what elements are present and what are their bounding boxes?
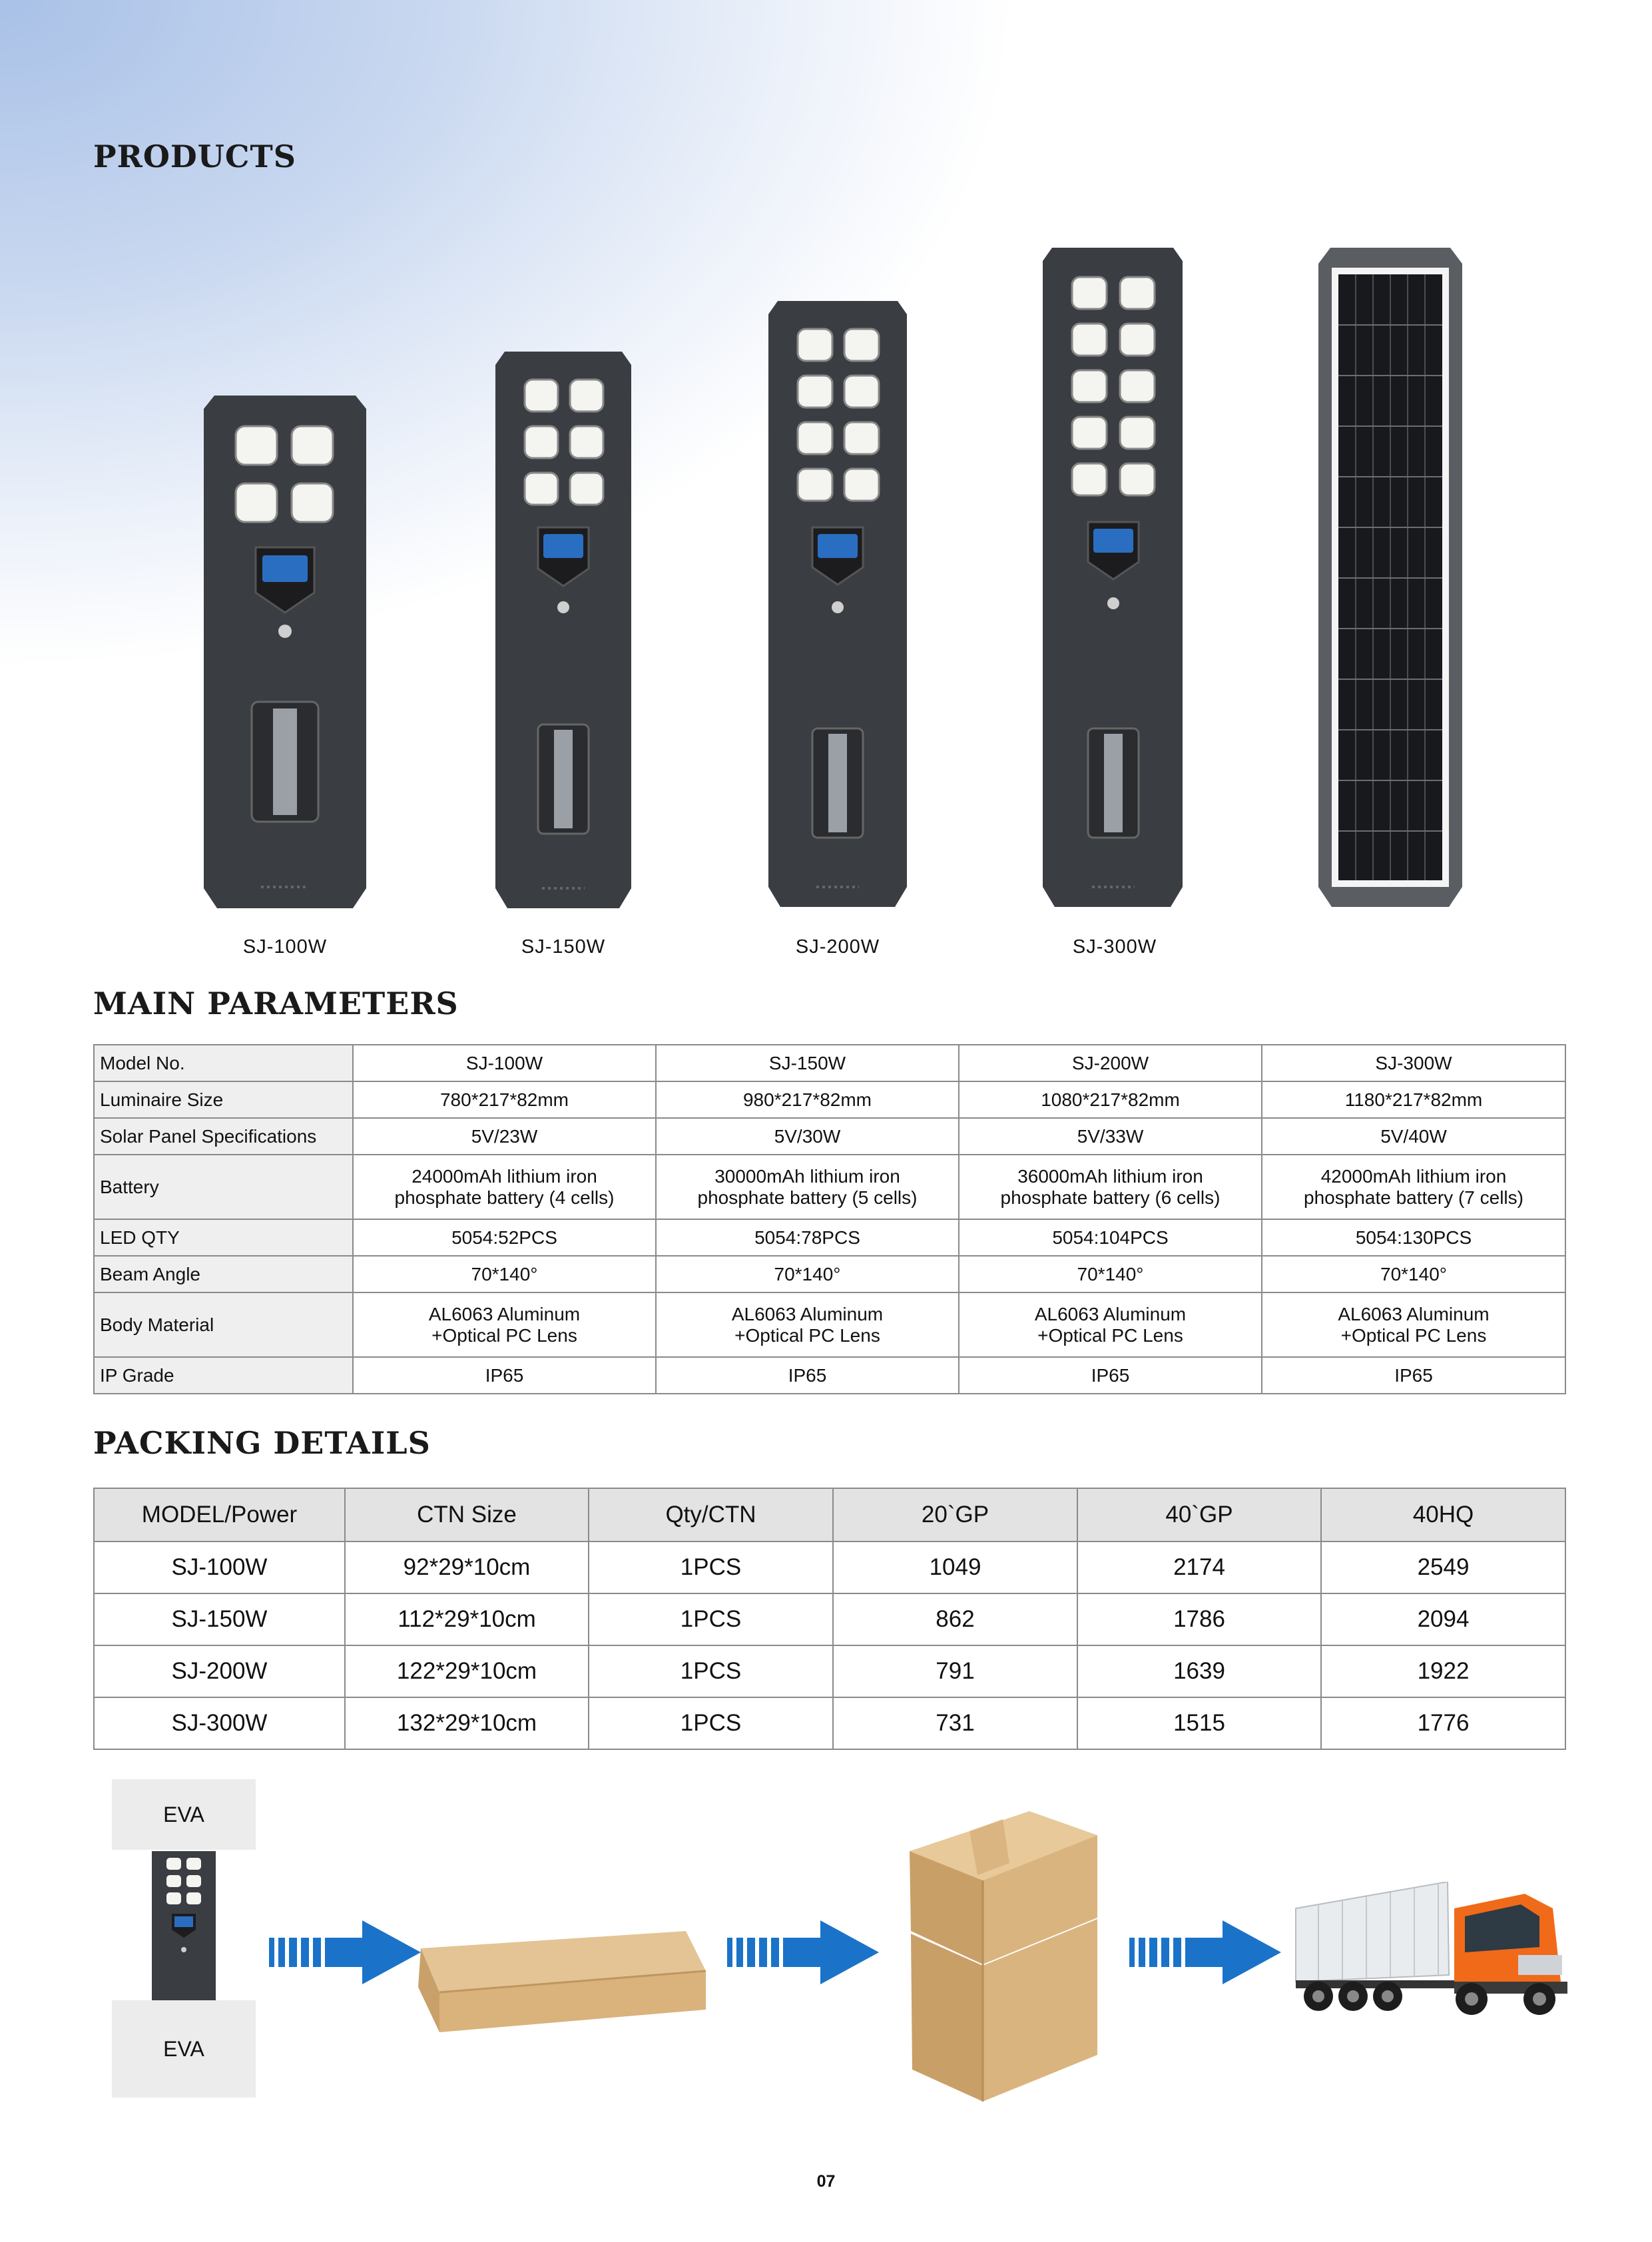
model-label-2: SJ-150W bbox=[521, 936, 606, 958]
arrow-right-icon bbox=[269, 1920, 421, 1984]
products-heading: PRODUCTS bbox=[93, 139, 296, 174]
row-label: LED QTY bbox=[94, 1219, 353, 1256]
cell-line: +Optical PC Lens bbox=[431, 1324, 577, 1346]
cell-line: +Optical PC Lens bbox=[734, 1324, 880, 1346]
table-row bbox=[94, 1081, 1565, 1118]
main-parameters-heading: MAIN PARAMETERS bbox=[93, 985, 459, 1021]
table-cell: SJ-150W bbox=[94, 1593, 345, 1645]
table-cell: 731 bbox=[833, 1697, 1077, 1749]
cell-line: phosphate battery (4 cells) bbox=[394, 1187, 615, 1208]
cell-line: phosphate battery (6 cells) bbox=[1000, 1187, 1221, 1208]
row-label: Battery bbox=[94, 1155, 353, 1219]
table-cell bbox=[353, 1155, 656, 1219]
table-cell: SJ-200W bbox=[94, 1645, 345, 1697]
table-row bbox=[94, 1593, 1565, 1645]
table-row bbox=[94, 1645, 1565, 1697]
table-cell: 862 bbox=[833, 1593, 1077, 1645]
cell-line: AL6063 Aluminum bbox=[1034, 1303, 1187, 1324]
table-cell: 1080*217*82mm bbox=[959, 1081, 1262, 1118]
table-cell: 70*140° bbox=[656, 1256, 959, 1292]
model-label-1: SJ-100W bbox=[242, 936, 328, 958]
model-label-3: SJ-200W bbox=[795, 936, 880, 958]
solar-panel-image bbox=[1318, 248, 1462, 907]
lamp-image-sj-300w bbox=[1043, 248, 1183, 907]
cell-line: AL6063 Aluminum bbox=[731, 1303, 884, 1324]
table-cell: 70*140° bbox=[353, 1256, 656, 1292]
table-cell: IP65 bbox=[1262, 1357, 1565, 1394]
table-cell: 1PCS bbox=[589, 1541, 833, 1593]
table-row bbox=[94, 1155, 1565, 1219]
table-cell: 1786 bbox=[1077, 1593, 1321, 1645]
cell-line: AL6063 Aluminum bbox=[1338, 1303, 1490, 1324]
cell-line: 30000mAh lithium iron bbox=[714, 1165, 900, 1187]
table-cell bbox=[353, 1292, 656, 1357]
column-header: CTN Size bbox=[345, 1488, 589, 1541]
column-header: Qty/CTN bbox=[589, 1488, 833, 1541]
table-cell: SJ-100W bbox=[94, 1541, 345, 1593]
table-cell: SJ-300W bbox=[94, 1697, 345, 1749]
table-cell: 1776 bbox=[1321, 1697, 1565, 1749]
row-label: Body Material bbox=[94, 1292, 353, 1357]
flat-carton-image bbox=[413, 1931, 710, 2036]
table-row bbox=[94, 1697, 1565, 1749]
table-row bbox=[94, 1256, 1565, 1292]
page-number: 07 bbox=[816, 2172, 836, 2191]
table-cell: 1639 bbox=[1077, 1645, 1321, 1697]
table-cell: 112*29*10cm bbox=[345, 1593, 589, 1645]
cell-line: 42000mAh lithium iron bbox=[1320, 1165, 1507, 1187]
table-cell: 132*29*10cm bbox=[345, 1697, 589, 1749]
model-header: SJ-100W bbox=[353, 1045, 656, 1081]
table-cell: 122*29*10cm bbox=[345, 1645, 589, 1697]
table-cell: 5V/33W bbox=[959, 1118, 1262, 1155]
cell-line: phosphate battery (5 cells) bbox=[697, 1187, 918, 1208]
model-label-4: SJ-300W bbox=[1072, 936, 1157, 958]
row-label: Solar Panel Specifications bbox=[94, 1118, 353, 1155]
table-cell: 791 bbox=[833, 1645, 1077, 1697]
table-cell: 1PCS bbox=[589, 1593, 833, 1645]
row-label: Luminaire Size bbox=[94, 1081, 353, 1118]
table-cell: 1180*217*82mm bbox=[1262, 1081, 1565, 1118]
eva-label-bottom: EVA bbox=[112, 2000, 256, 2098]
table-cell bbox=[959, 1155, 1262, 1219]
table-cell: 5V/40W bbox=[1262, 1118, 1565, 1155]
truck-image bbox=[1292, 1882, 1575, 2020]
table-cell: 70*140° bbox=[1262, 1256, 1565, 1292]
table-cell bbox=[959, 1292, 1262, 1357]
table-cell: 1049 bbox=[833, 1541, 1077, 1593]
cell-line: +Optical PC Lens bbox=[1340, 1324, 1487, 1346]
lamp-image-sj-200w bbox=[768, 301, 907, 907]
eva-label-top: EVA bbox=[112, 1779, 256, 1850]
main-parameters-table bbox=[93, 1044, 1566, 1394]
table-cell: 1922 bbox=[1321, 1645, 1565, 1697]
cell-line: AL6063 Aluminum bbox=[428, 1303, 581, 1324]
table-cell: IP65 bbox=[959, 1357, 1262, 1394]
arrow-right-icon bbox=[1129, 1920, 1281, 1984]
table-row bbox=[94, 1219, 1565, 1256]
column-header: 20`GP bbox=[833, 1488, 1077, 1541]
row-label: Beam Angle bbox=[94, 1256, 353, 1292]
table-cell bbox=[656, 1292, 959, 1357]
table-cell: 70*140° bbox=[959, 1256, 1262, 1292]
cell-line: 36000mAh lithium iron bbox=[1017, 1165, 1203, 1187]
table-row bbox=[94, 1045, 1565, 1081]
table-cell: 980*217*82mm bbox=[656, 1081, 959, 1118]
arrow-right-icon bbox=[727, 1920, 879, 1984]
model-header: SJ-300W bbox=[1262, 1045, 1565, 1081]
table-cell: 780*217*82mm bbox=[353, 1081, 656, 1118]
table-cell: 5054:130PCS bbox=[1262, 1219, 1565, 1256]
stacked-cartons-image bbox=[903, 1811, 1103, 2104]
table-cell: IP65 bbox=[656, 1357, 959, 1394]
table-cell: 5054:78PCS bbox=[656, 1219, 959, 1256]
column-header: MODEL/Power bbox=[94, 1488, 345, 1541]
column-header: 40`GP bbox=[1077, 1488, 1321, 1541]
table-cell: 2174 bbox=[1077, 1541, 1321, 1593]
table-header-row bbox=[94, 1488, 1565, 1541]
model-header: SJ-200W bbox=[959, 1045, 1262, 1081]
table-cell bbox=[1262, 1155, 1565, 1219]
packing-details-table bbox=[93, 1488, 1566, 1750]
table-cell bbox=[1262, 1292, 1565, 1357]
table-cell: 5054:52PCS bbox=[353, 1219, 656, 1256]
cell-line: phosphate battery (7 cells) bbox=[1304, 1187, 1523, 1208]
table-cell: 1515 bbox=[1077, 1697, 1321, 1749]
lamp-small-image bbox=[152, 1851, 216, 2000]
model-header: SJ-150W bbox=[656, 1045, 959, 1081]
table-cell: 2549 bbox=[1321, 1541, 1565, 1593]
table-cell: 92*29*10cm bbox=[345, 1541, 589, 1593]
table-row bbox=[94, 1541, 1565, 1593]
lamp-image-sj-100w bbox=[204, 396, 366, 908]
table-cell: 1PCS bbox=[589, 1697, 833, 1749]
table-cell: 2094 bbox=[1321, 1593, 1565, 1645]
table-cell bbox=[656, 1155, 959, 1219]
lamp-image-sj-150w bbox=[495, 352, 631, 908]
table-cell: 5V/23W bbox=[353, 1118, 656, 1155]
cell-line: 24000mAh lithium iron bbox=[412, 1165, 597, 1187]
table-cell: 1PCS bbox=[589, 1645, 833, 1697]
table-cell: 5V/30W bbox=[656, 1118, 959, 1155]
cell-line: +Optical PC Lens bbox=[1037, 1324, 1183, 1346]
column-header: 40HQ bbox=[1321, 1488, 1565, 1541]
packing-details-heading: PACKING DETAILS bbox=[93, 1425, 431, 1461]
table-cell: 5054:104PCS bbox=[959, 1219, 1262, 1256]
table-row bbox=[94, 1357, 1565, 1394]
table-row bbox=[94, 1118, 1565, 1155]
table-row bbox=[94, 1292, 1565, 1357]
table-cell: IP65 bbox=[353, 1357, 656, 1394]
row-label: IP Grade bbox=[94, 1357, 353, 1394]
row-label: Model No. bbox=[94, 1045, 353, 1081]
